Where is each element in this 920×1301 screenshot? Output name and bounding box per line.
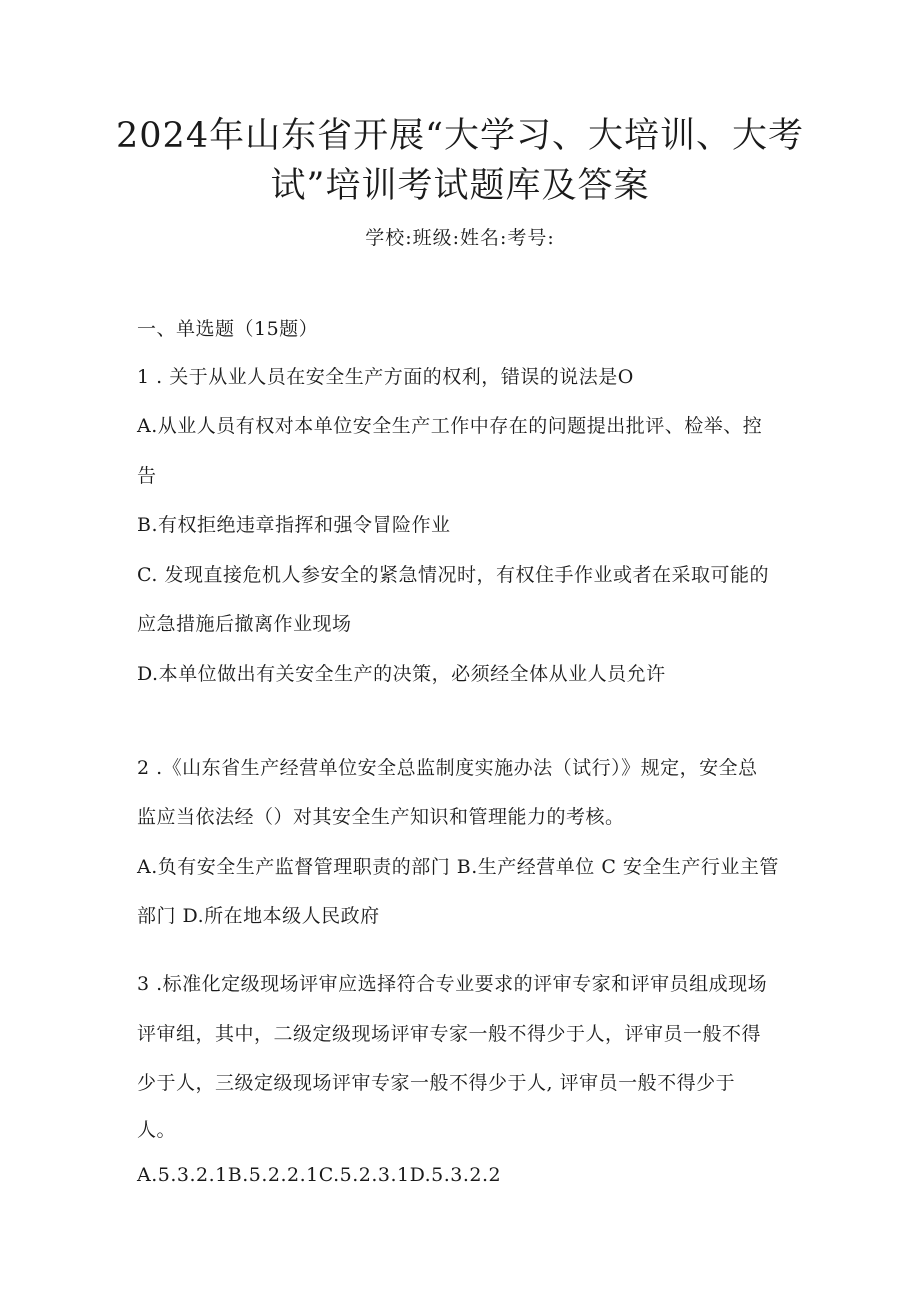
student-info-line: 学校:班级:姓名:考号: [365,227,555,249]
question-3-stem-cont-1: 评审组，其中，二级定级现场评审专家一般不得少于人，评审员一般不得 [137,1023,762,1045]
document-title-line-2: 试”培训考试题库及答案 [270,166,650,206]
document-title-line-1: 2024年山东省开展“大学习、大培训、大考 [116,116,804,156]
question-1-option-c: C. 发现直接危机人参安全的紧急情况时，有权住手作业或者在采取可能的 [137,564,769,586]
question-3-stem-cont-2: 少于人，三级定级现场评审专家一般不得少于人, 评审员一般不得少于 [137,1072,736,1094]
question-1-option-d: D.本单位做出有关安全生产的决策，必须经全体从业人员允许 [137,663,666,685]
question-2-options-cont: 部门 D.所在地本级人民政府 [137,905,380,927]
question-3-stem-cont-3: 人。 [137,1119,177,1141]
question-1-option-c-cont: 应急措施后撤离作业现场 [137,613,352,635]
question-3-stem: 3 .标准化定级现场评审应选择符合专业要求的评审专家和评审员组成现场 [137,973,768,995]
question-1-stem: 1 . 关于从业人员在安全生产方面的权利，错误的说法是O [137,366,634,388]
question-1-option-a: A.从业人员有权对本单位安全生产工作中存在的问题提出批评、检举、控 [137,415,763,437]
question-2-options: A.负有安全生产监督管理职责的部门 B.生产经营单位 C 安全生产行业主管 [137,856,779,878]
question-1-option-a-cont: 告 [137,465,157,487]
section-heading: 一、单选题（15题） [137,318,319,340]
question-1-option-b: B.有权拒绝违章指挥和强令冒险作业 [137,514,451,536]
question-2-stem-cont: 监应当依法经（）对其安全生产知识和管理能力的考核。 [137,806,625,828]
question-3-options: A.5.3.2.1B.5.2.2.1C.5.2.3.1D.5.3.2.2 [137,1164,502,1186]
question-2-stem: 2 .《山东省生产经营单位安全总监制度实施办法（试行）》规定，安全总 [137,757,758,779]
